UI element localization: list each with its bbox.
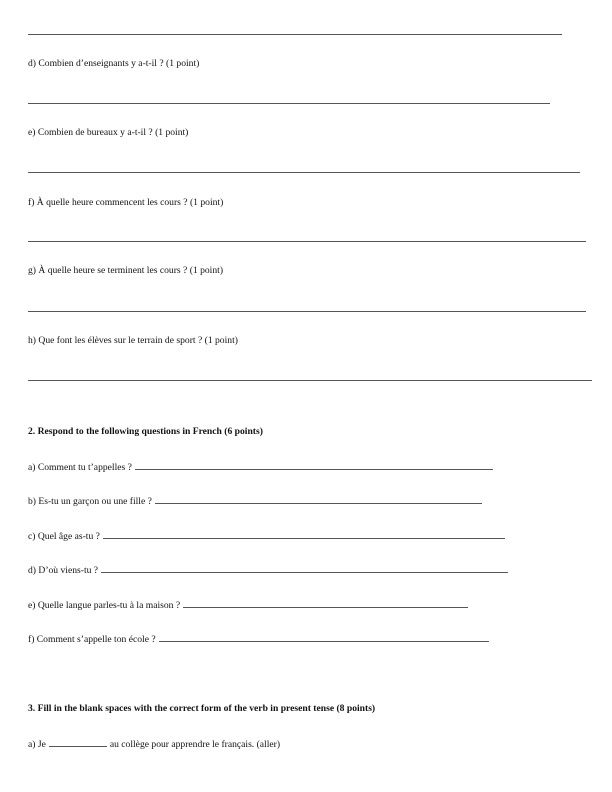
s3-item-a-suffix: au collège pour apprendre le français. (aller) [109, 739, 281, 750]
question-e: e) Combien de bureaux y a-t-il ? (1 point) [28, 127, 189, 138]
answer-line-d[interactable] [28, 103, 550, 104]
s2-answer-blank-d[interactable] [101, 563, 508, 573]
s2-question-c-label: c) Quel âge as-tu ? [28, 531, 100, 542]
answer-line-h[interactable] [28, 380, 592, 381]
s2-answer-blank-a[interactable] [135, 460, 493, 470]
s3-item-a [28, 737, 280, 751]
s2-question-d-label: d) D’où viens-tu ? [28, 565, 99, 576]
s2-question-f [28, 632, 489, 646]
s2-answer-blank-f[interactable] [159, 632, 489, 642]
s2-question-e [28, 598, 468, 612]
s2-answer-blank-e[interactable] [183, 598, 468, 608]
s2-question-b-label: b) Es-tu un garçon ou une fille ? [28, 496, 152, 507]
s2-answer-blank-c[interactable] [103, 529, 505, 539]
question-d: d) Combien d’enseignants y a-t-il ? (1 point) [28, 58, 200, 69]
s2-question-a-label: a) Comment tu t’appelles ? [28, 462, 132, 473]
section-3-heading: 3. Fill in the blank spaces with the correct form of the verb in present tense (8 points) [28, 703, 376, 714]
s2-question-f-label: f) Comment s’appelle ton école ? [28, 634, 156, 645]
s2-answer-blank-b[interactable] [155, 494, 482, 504]
question-g: g) À quelle heure se terminent les cours ? (1 point) [28, 265, 224, 276]
s3-item-a-prefix: a) Je [28, 739, 46, 750]
s2-question-d [28, 563, 508, 577]
answer-line-g[interactable] [28, 311, 586, 312]
question-h: h) Que font les élèves sur le terrain de sport ? (1 point) [28, 335, 238, 346]
s2-question-b [28, 494, 482, 508]
s2-question-a [28, 460, 493, 474]
s2-question-c [28, 529, 505, 543]
s3-verb-blank-a[interactable] [49, 737, 107, 747]
question-f: f) À quelle heure commencent les cours ? (1 point) [28, 197, 224, 208]
answer-line-e[interactable] [28, 172, 580, 173]
answer-line-f[interactable] [28, 241, 586, 242]
answer-line-c[interactable] [28, 34, 562, 35]
s2-question-e-label: e) Quelle langue parles-tu à la maison ? [28, 600, 181, 611]
section-2-heading: 2. Respond to the following questions in French (6 points) [28, 426, 263, 437]
